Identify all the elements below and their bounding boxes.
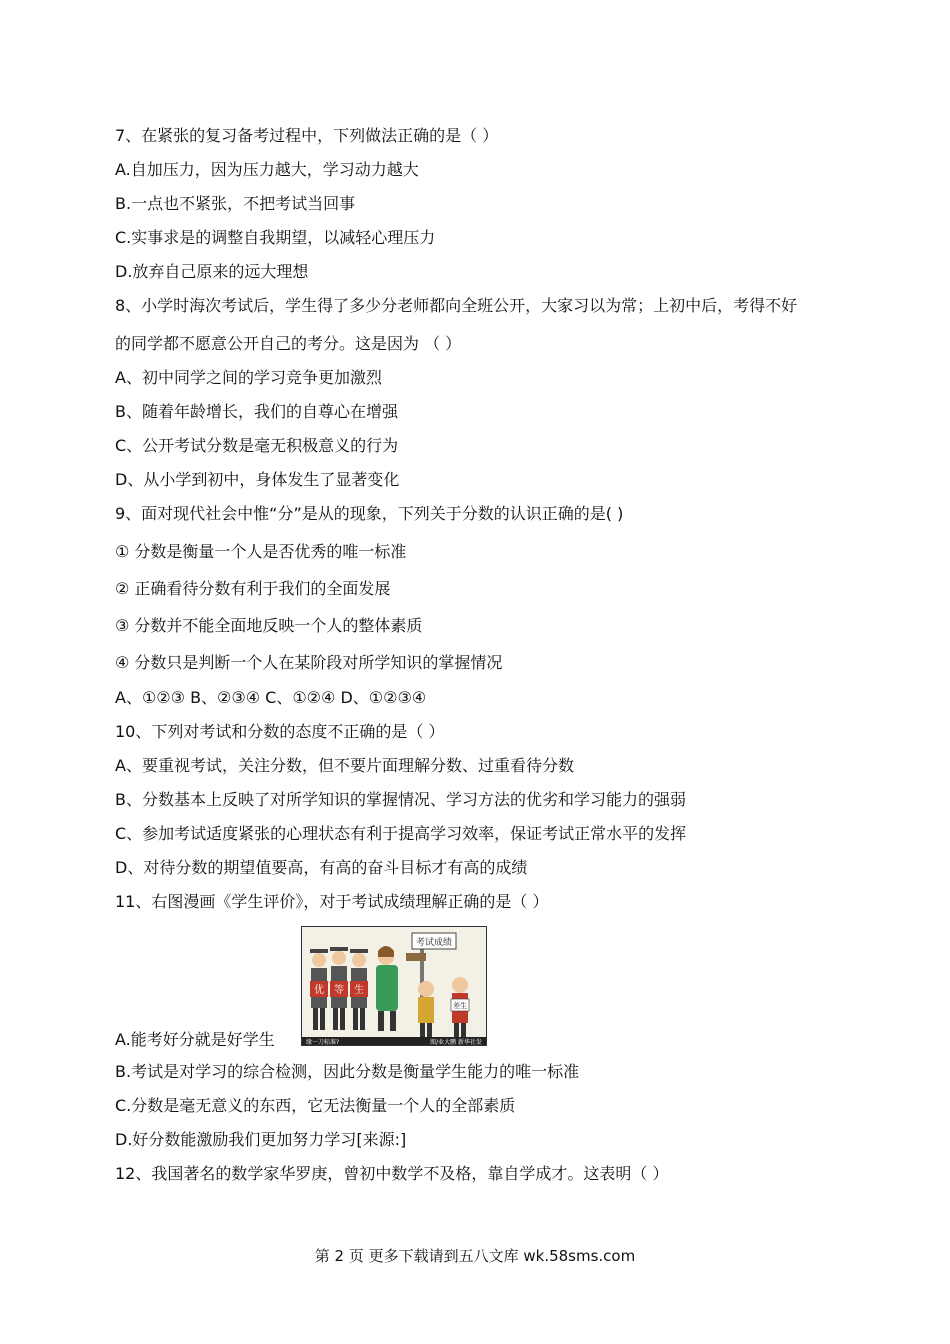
q10-option-d: D、对待分数的期望值要高，有高的奋斗目标才有高的成绩 [115,858,528,877]
q10-option-a: A、要重视考试，关注分数，但不要片面理解分数、过重看待分数 [115,756,574,775]
cartoon-badge-char: 等 [334,985,344,996]
q7-option-a: A.自加压力，因为压力越大，学习动力越大 [115,160,419,179]
q8-option-c: C、公开考试分数是毫无积极意义的行为 [115,436,399,455]
q11-option-a: A.能考好分就是好学生 [115,1030,275,1049]
q7-option-d: D.放弃自己原来的远大理想 [115,262,309,281]
cartoon-caption-left: 缘一刀标准? [306,1039,340,1045]
q9-statement-2: ② 正确看待分数有利于我们的全面发展 [115,579,391,598]
q8-stem-line1: 8、小学时海次考试后，学生得了多少分老师都向全班公开，大家习以为常；上初中后，考得不好 [115,296,798,315]
q11-option-b: B.考试是对学习的综合检测，因此分数是衡量学生能力的唯一标准 [115,1062,580,1081]
q7-option-b: B.一点也不紧张，不把考试当回事 [115,194,356,213]
q9-statement-4: ④ 分数只是判断一个人在某阶段对所学知识的掌握情况 [115,653,503,672]
q11-stem: 11、右图漫画《学生评价》，对于考试成绩理解正确的是（ ） [115,892,549,911]
cartoon-badge-char: 生 [354,985,364,996]
q10-option-c: C、参加考试适度紧张的心理状态有利于提高学习效率，保证考试正常水平的发挥 [115,824,687,843]
q11-option-d: D.好分数能激励我们更加努力学习[来源:] [115,1130,407,1149]
student-evaluation-cartoon [301,926,487,1046]
page-footer: 第 2 页 更多下载请到五八文库 wk.58sms.com [314,1247,636,1265]
q10-option-b: B、分数基本上反映了对所学知识的掌握情况、学习方法的优劣和学习能力的强弱 [115,790,686,809]
q8-option-d: D、从小学到初中，身体发生了显著变化 [115,470,400,489]
cartoon-bad-label: 差生 [453,1002,467,1010]
q7-option-c: C.实事求是的调整自我期望，以减轻心理压力 [115,228,436,247]
q9-stem: 9、面对现代社会中惟“分”是从的现象，下列关于分数的认识正确的是( ) [115,504,624,523]
q8-option-a: A、初中同学之间的学习竞争更加激烈 [115,368,382,387]
q11-option-c: C.分数是毫无意义的东西，它无法衡量一个人的全部素质 [115,1096,516,1115]
q12-stem: 12、我国著名的数学家华罗庚，曾初中数学不及格，靠自学成才。这表明（ ） [115,1164,669,1183]
q10-stem: 10、下列对考试和分数的态度不正确的是（ ） [115,722,445,741]
q9-statement-1: ① 分数是衡量一个人是否优秀的唯一标准 [115,542,407,561]
cartoon-illustration [302,927,486,1045]
cartoon-badge-char: 优 [314,985,324,996]
q8-option-b: B、随着年龄增长，我们的自尊心在增强 [115,402,398,421]
cartoon-sign-text: 考试成绩 [415,938,453,948]
q9-options: A、①②③ B、②③④ C、①②④ D、①②③④ [115,688,427,707]
q7-stem: 7、在紧张的复习备考过程中，下列做法正确的是（ ） [115,126,499,145]
cartoon-caption-right: 图/业大鹏 新华社发 [430,1039,482,1045]
q9-statement-3: ③ 分数并不能全面地反映一个人的整体素质 [115,616,423,635]
q8-stem-line2: 的同学都不愿意公开自己的考分。这是因为 （ ） [115,334,462,353]
